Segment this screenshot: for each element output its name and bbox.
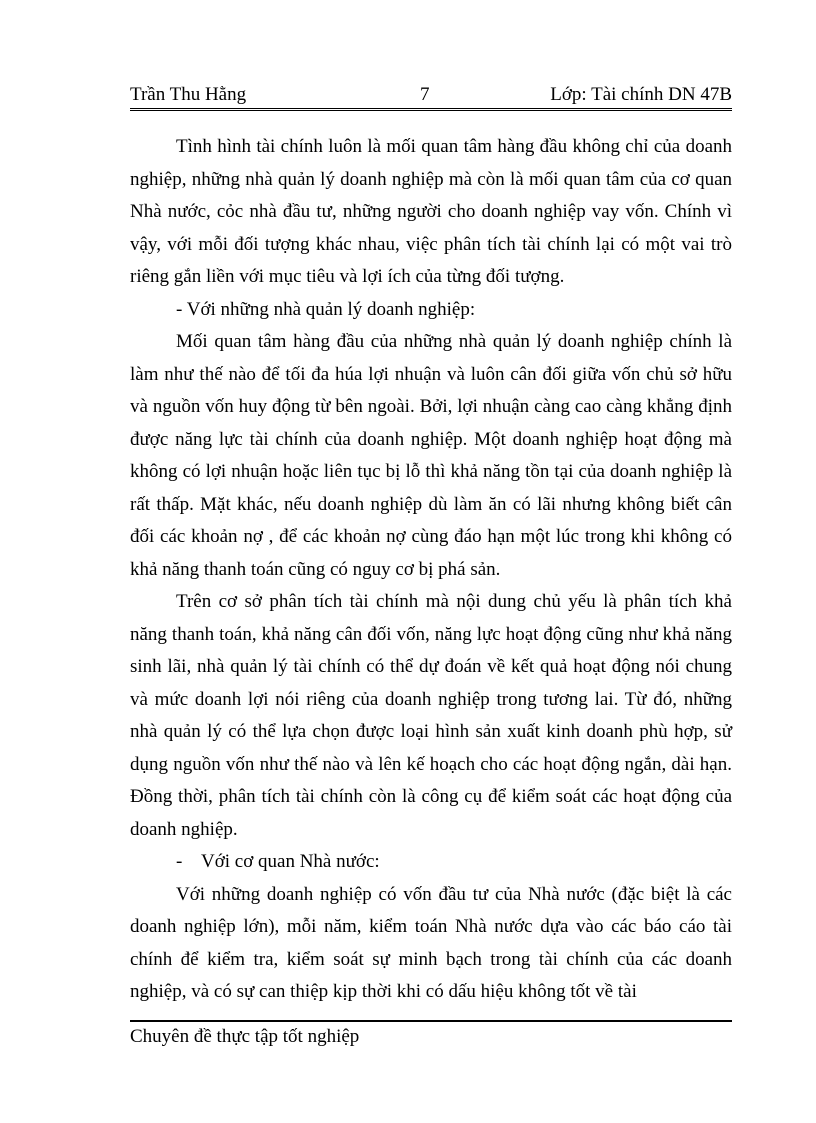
paragraph-managers-concern: Mối quan tâm hàng đầu của những nhà quản lý doanh nghiệp chính là làm như thế nào để tối đa húa lợi nhuận và luôn cân đối giữa vốn chủ sở hữu và nguồn vốn huy động từ bên ngoài. Bởi, lợi nhuận càng cao càng khẳng định được năng lực tài chính của doanh nghiệp. Một doanh nghiệp hoạt động mà không có lợi nhuận hoặc liên tục bị lỗ thì khả năng tồn tại của doanh nghiệp là rất thấp. Mặt khác, nếu doanh nghiệp dù làm ăn có lãi nhưng không biết cân đối các khoản nợ , để các khoản nợ cùng đáo hạn một lúc trong khi không có khả năng thanh toán cũng có nguy cơ bị phá sản. xyxy=(130,331,732,580)
paragraph-analysis-basis: Trên cơ sở phân tích tài chính mà nội dung chủ yếu là phân tích khả năng thanh toán, khả năng cân đối vốn, năng lực hoạt động cũng như khả năng sinh lãi, nhà quản lý tài chính có thể dự đoán về kết quả hoạt động nói chung và mức doanh lợi nói riêng của doanh nghiệp trong tương lai. Từ đó, những nhà quản lý có thể lựa chọn được loại hình sản xuất kinh doanh phù hợp, sử dụng nguồn vốn như thế nào và lên kế hoạch cho các hoạt động ngắn, dài hạn. Đồng thời, phân tích tài chính còn là công cụ để kiểm soát các hoạt động của doanh nghiệp. xyxy=(130,591,732,840)
header-divider xyxy=(130,108,732,111)
document-body xyxy=(130,131,732,1009)
page-header xyxy=(130,84,732,110)
paragraph-state-enterprises: Với những doanh nghiệp có vốn đầu tư của Nhà nước (đặc biệt là các doanh nghiệp lớn), mỗi năm, kiểm toán Nhà nước dựa vào các báo cáo tài chính để kiểm tra, kiểm soát sự minh bạch trong tài chính của các doanh nghiệp, và có sự can thiệp kịp thời khi có dấu hiệu không tốt về tài xyxy=(130,883,732,1002)
footer-divider xyxy=(130,1020,732,1022)
header-class: Lớp: Tài chính DN 47B xyxy=(550,84,732,105)
page-footer: Chuyên đề thực tập tốt nghiệp xyxy=(130,1026,360,1047)
header-author: Trần Thu Hằng xyxy=(130,84,247,105)
subheading-state-agencies: - Với cơ quan Nhà nước: xyxy=(176,851,380,872)
paragraph-intro: Tình hình tài chính luôn là mối quan tâm hàng đầu không chỉ của doanh nghiệp, những nhà quản lý doanh nghiệp mà còn là mối quan tâm của cơ quan Nhà nước, cỏc nhà đầu tư, những người cho doanh nghiệp vay vốn. Chính vì vậy, với mỗi đối tượng khác nhau, việc phân tích tài chính lại có một vai trò riêng gắn liền với mục tiêu và lợi ích của từng đối tượng. xyxy=(130,136,732,287)
subheading-managers: - Với những nhà quản lý doanh nghiệp: xyxy=(176,298,476,320)
header-page-number: 7 xyxy=(420,84,430,105)
